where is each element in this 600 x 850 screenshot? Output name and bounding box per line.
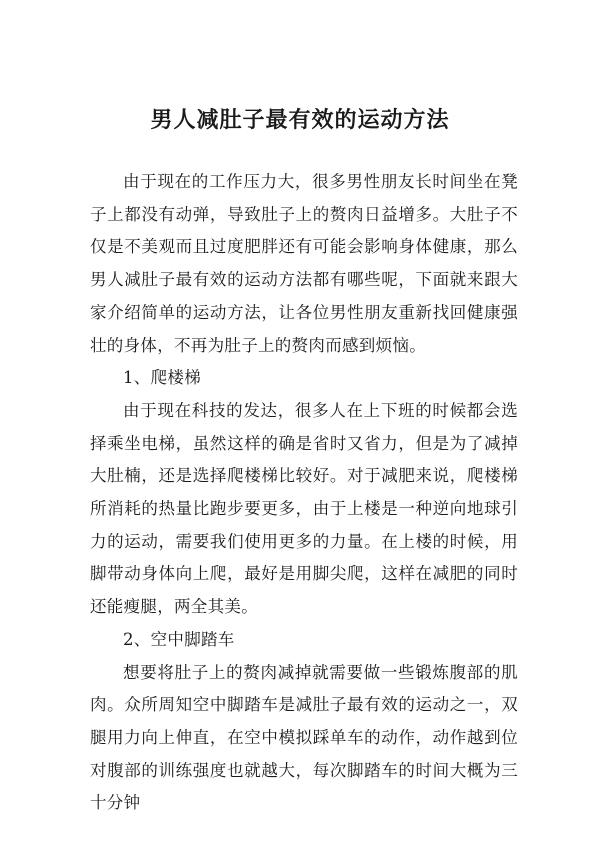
intro-paragraph: 由于现在的工作压力大，很多男性朋友长时间坐在凳子上都没有动弹，导致肚子上的赘肉日益增多。大肚子不仅是不美观而且过度肥胖还有可能会影响身体健康，那么男人减肚子最有效的运动方法都有哪些呢，下面就来跟大家介绍简单的运动方法，让各位男性朋友重新找回健康强壮的身体，不再为肚子上的赘肉而感到烦恼。 — [90, 172, 518, 355]
section-text-air-bicycle: 想要将肚子上的赘肉减掉就需要做一些锻炼腹部的肌肉。众所周知空中脚踏车是减肚子最有效的运动之一，双腿用力向上伸直，在空中模拟踩单车的动作，动作越到位对腹部的训练强度也就越大，每次脚踏车的时间大概为三十分钟 — [90, 662, 518, 813]
section-heading-stairs: 1、爬楼梯 — [123, 368, 201, 388]
section-text-stairs: 由于现在科技的发达，很多人在上下班的时候都会选择乘坐电梯，虽然这样的确是省时又省力，但是为了减掉大肚楠，还是选择爬楼梯比较好。对于减肥来说，爬楼梯所消耗的热量比跑步要更多，由于上楼是一种逆向地球引力的运动，需要我们使用更多的力量。在上楼的时候，用脚带动身体向上爬，最好是用脚尖爬，这样在减肥的同时还能瘦腿，两全其美。 — [90, 400, 518, 617]
section-heading-air-bicycle: 2、空中脚踏车 — [123, 629, 235, 649]
document-body — [90, 166, 518, 820]
document-title: 男人减肚子最有效的运动方法 — [150, 108, 450, 133]
